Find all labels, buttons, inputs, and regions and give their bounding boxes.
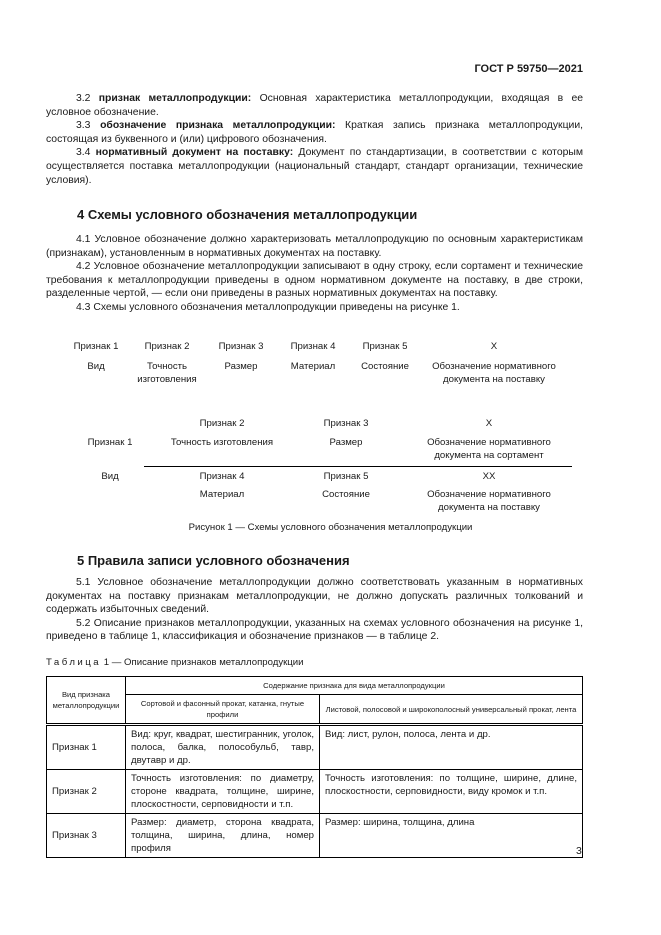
table-row	[47, 770, 583, 814]
paragraph-5-1: 5.1 Условное обозначение металлопродукции должно соответствовать указанным в нормативных документах на поставку признакам металлопродукции, не должно допускать различных толкований и содержать избыточных сведений.	[46, 577, 583, 616]
scheme2-name: Размер	[329, 437, 363, 448]
section-5-text	[46, 576, 583, 644]
cell-flat: Размер: ширина, толщина, длина	[320, 814, 583, 858]
scheme2-code: Признак 3	[323, 418, 369, 429]
scheme2-name: Вид	[101, 471, 119, 482]
term-3-2	[46, 92, 583, 119]
page-number: 3	[576, 845, 582, 857]
scheme1-name: Точность изготовления	[137, 361, 197, 385]
scheme2-name: Обозначение нормативного документа на поставку	[427, 489, 551, 513]
paragraph-5-2: 5.2 Описание признаков металлопродукции, указанных на схемах условного обозначения на рисунке 1, приведено в таблице 1, классификация и обозначение признаков — в таблице 2.	[46, 617, 583, 643]
paragraph-4-2: 4.2 Условное обозначение металлопродукции записывают в одну строку, если сортамент и технические требования к металлопродукции приведены в одном нормативном документе на поставку, в две строки, разделенные чертой, — если они приведены в разных нормативных документах на поставку.	[46, 261, 583, 300]
term-3-3	[46, 119, 583, 146]
term-number: 3.3	[76, 120, 91, 132]
table-caption-title: 1 — Описание признаков металлопродукции	[103, 657, 304, 668]
scheme1-name: Обозначение нормативного документа на поставку	[432, 361, 556, 385]
header-flat-products: Листовой, полосовой и широкополосный универсальный прокат, лента	[320, 695, 583, 725]
cell-flat: Точность изготовления: по толщине, ширине, длине, плоскостности, серповидности, виду кромок и т.п.	[320, 770, 583, 814]
scheme1-code: Признак 3	[218, 341, 264, 352]
header-section-products: Сортовой и фасонный прокат, катанка, гнутые профили	[126, 695, 320, 725]
scheme2-code: Признак 2	[199, 418, 245, 429]
term-definition: Основная характеристика металлопродукции, входящая в ее условное обозначение.	[46, 93, 584, 118]
section-5-heading: 5 Правила записи условного обозначения	[77, 553, 350, 568]
scheme2-name: Материал	[199, 489, 245, 500]
cell-flat: Вид: лист, рулон, полоса, лента и др.	[320, 725, 583, 770]
scheme2-name: Точность изготовления	[170, 437, 274, 448]
table-caption	[46, 657, 304, 668]
term-number: 3.2	[76, 93, 91, 104]
term-3-4	[46, 146, 583, 187]
term-name: признак металлопродукции:	[98, 93, 252, 104]
scheme1-code: Признак 4	[290, 341, 336, 352]
term-definition: Документ по стандартизации, в соответствии с которым осуществляется поставка металлопродукции (национальный стандарт, стандарт организации, технические условия).	[46, 147, 583, 186]
term-name: нормативный документ на поставку:	[95, 147, 294, 159]
table-caption-word: Таблица	[46, 657, 102, 668]
header-group: Содержание признака для вида металлопродукции	[126, 677, 583, 695]
scheme1-name: Материал	[290, 361, 336, 372]
scheme2-code: Признак 1	[87, 437, 133, 448]
scheme2-code: X	[485, 418, 493, 429]
scheme1-code: Признак 1	[73, 341, 119, 352]
fraction-line	[144, 466, 572, 467]
scheme1-code: X	[490, 341, 498, 352]
paragraph-4-3: 4.3 Схемы условного обозначения металлопродукции приведены на рисунке 1.	[76, 301, 460, 313]
cell-section: Точность изготовления: по диаметру, стороне квадрата, толщине, ширине, плоскостности, серповидности и т.п.	[126, 770, 320, 814]
cell-section: Размер: диаметр, сторона квадрата, толщина, ширина, длина, номер профиля	[126, 814, 320, 858]
scheme2-name: Обозначение нормативного документа на сортамент	[427, 437, 551, 461]
paragraph-4-1: 4.1 Условное обозначение должно характеризовать металлопродукцию по основным характеристикам (признакам), установленным в нормативных документах на поставку.	[46, 234, 583, 259]
scheme2-name: Состояние	[322, 489, 370, 500]
document-id: ГОСТ Р 59750—2021	[474, 63, 583, 75]
scheme2-code: XX	[482, 471, 496, 482]
term-name: обозначение признака металлопродукции:	[100, 120, 336, 132]
section-4-heading: 4 Схемы условного обозначения металлопродукции	[77, 207, 418, 222]
scheme2-code: Признак 4	[199, 471, 245, 482]
scheme2-code: Признак 5	[323, 471, 369, 482]
section-3-terms	[46, 92, 583, 187]
term-definition: Краткая запись признака металлопродукции, состоящая из буквенного и (или) цифрового обозначения.	[46, 120, 584, 145]
scheme1-name: Вид	[87, 361, 105, 372]
cell-feature: Признак 3	[47, 814, 126, 858]
cell-section: Вид: круг, квадрат, шестигранник, уголок, полоса, балка, полособульб, тавр, двутавр и др.	[126, 725, 320, 770]
header-feature-type: Вид признака металлопродукции	[47, 677, 126, 725]
cell-feature: Признак 1	[47, 725, 126, 770]
table-row	[47, 814, 583, 858]
scheme1-name: Состояние	[361, 361, 409, 372]
table-header-row	[47, 677, 583, 695]
scheme1-code: Признак 2	[144, 341, 190, 352]
table-row	[47, 725, 583, 770]
table-header-row	[47, 695, 583, 725]
cell-feature: Признак 2	[47, 770, 126, 814]
section-4-text	[46, 233, 583, 315]
table-1	[46, 676, 583, 858]
scheme1-code: Признак 5	[362, 341, 408, 352]
figure-caption: Рисунок 1 — Схемы условного обозначения металлопродукции	[188, 522, 473, 533]
scheme1-name: Размер	[224, 361, 258, 372]
term-number: 3.4	[76, 147, 91, 159]
